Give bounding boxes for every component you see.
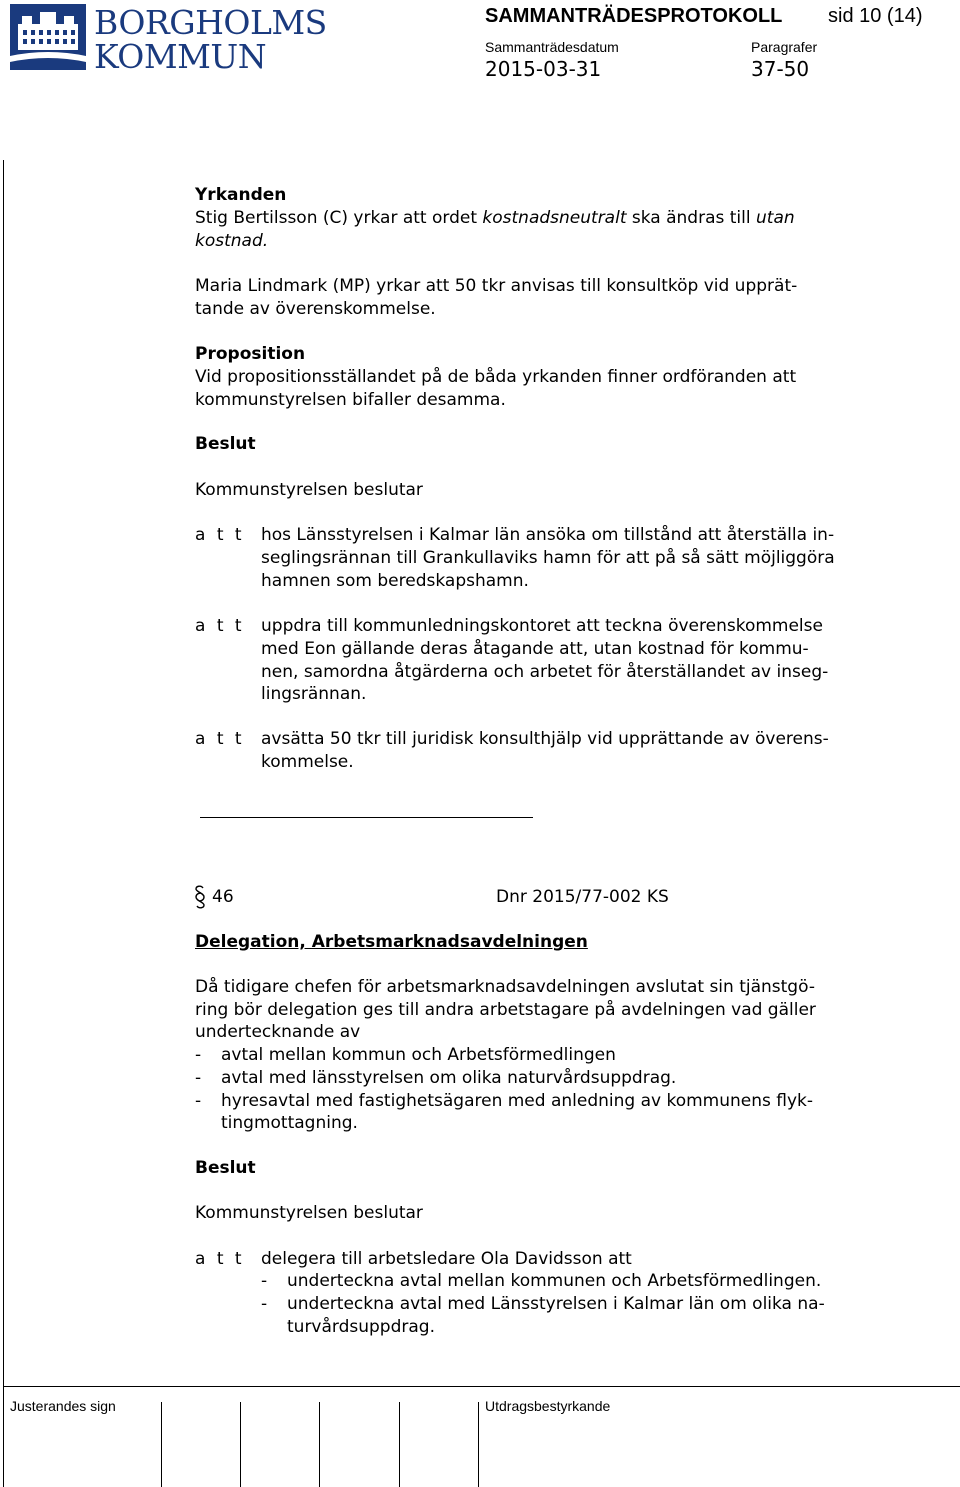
beslut-heading: Beslut — [195, 1158, 256, 1178]
list-dash: - — [195, 1045, 202, 1065]
att-1-line2: seglingsrännan till Grankullaviks hamn för att på så sätt möjliggöra — [261, 548, 835, 568]
beslut-heading: Beslut — [195, 434, 256, 454]
justerandes-sign-label: Justerandes sign — [10, 1398, 116, 1414]
yrkande-2-line1: Maria Lindmark (MP) yrkar att 50 tkr anvisas till konsultköp vid upprät- — [195, 276, 798, 296]
date-label: Sammanträdesdatum — [485, 39, 619, 55]
list-item-continued: tingmottagning. — [221, 1113, 358, 1133]
logo-text-line2: KOMMUN — [94, 37, 267, 76]
footer-divider — [3, 1386, 960, 1387]
signature-box-divider — [319, 1402, 320, 1487]
kommun-logo — [10, 3, 327, 76]
yrkande-1-line2: kostnad. — [195, 231, 269, 251]
yrkande-2-line2: tande av överenskommelse. — [195, 299, 436, 319]
att-label: a t t — [195, 729, 245, 749]
signature-box-divider — [478, 1402, 479, 1487]
signature-box-divider — [399, 1402, 400, 1487]
body-line3: undertecknande av — [195, 1022, 361, 1042]
att-2-line2: med Eon gällande deras åtagande att, utan kostnad för kommu- — [261, 639, 809, 659]
list-dash: - — [261, 1271, 268, 1291]
castle-emblem-icon — [10, 4, 86, 70]
beslut-intro: Kommunstyrelsen beslutar — [195, 1203, 423, 1223]
sub-item-continued: turvårdsuppdrag. — [287, 1317, 435, 1337]
proposition-line2: kommunstyrelsen bifaller desamma. — [195, 390, 506, 410]
att-2-line1: uppdra till kommunledningskontoret att teckna överenskommelse — [261, 616, 823, 636]
paragraph-value: 37-50 — [751, 57, 810, 81]
logo-text-line1: BORGHOLMS — [94, 3, 327, 42]
att-2-line3: nen, samordna åtgärderna och arbetet för återställandet av inseg- — [261, 662, 829, 682]
att-1-line3: hamnen som beredskapshamn. — [261, 571, 529, 591]
page-number: sid 10 (14) — [828, 5, 923, 27]
list-dash: - — [195, 1068, 202, 1088]
att-3-line2: kommelse. — [261, 752, 354, 772]
att-3-line1: avsätta 50 tkr till juridisk konsulthjälp vid upprättande av överens- — [261, 729, 829, 749]
yrkanden-heading: Yrkanden — [195, 185, 287, 205]
paragraph-label: Paragrafer — [751, 39, 818, 55]
signature-box-divider — [240, 1402, 241, 1487]
list-item: hyresavtal med fastighetsägaren med anledning av kommunens flyk- — [221, 1091, 814, 1111]
body-line2: ring bör delegation ges till andra arbetstagare på avdelningen vad gäller — [195, 1000, 816, 1020]
att-text: delegera till arbetsledare Ola Davidsson att — [261, 1249, 632, 1269]
att-label: a t t — [195, 525, 245, 545]
section-separator — [200, 817, 533, 818]
att-2-line4: lingsrännan. — [261, 684, 367, 704]
att-label: a t t — [195, 1249, 245, 1269]
list-dash: - — [195, 1091, 202, 1111]
diary-number: Dnr 2015/77-002 KS — [496, 887, 669, 907]
yrkande-1-line1: Stig Bertilsson (C) yrkar att ordet kostnadsneutralt ska ändras till utan — [195, 208, 795, 228]
sub-item: underteckna avtal mellan kommunen och Arbetsförmedlingen. — [287, 1271, 822, 1291]
paragraph-number: 46 — [212, 887, 234, 907]
document-title: SAMMANTRÄDESPROTOKOLL — [485, 5, 783, 27]
left-margin-line — [3, 160, 4, 1487]
utdragsbestyrkande-label: Utdragsbestyrkande — [485, 1398, 611, 1414]
list-item: avtal med länsstyrelsen om olika naturvårdsuppdrag. — [221, 1068, 677, 1088]
beslut-intro: Kommunstyrelsen beslutar — [195, 480, 423, 500]
att-label: a t t — [195, 616, 245, 636]
signature-box-divider — [161, 1402, 162, 1487]
paragraph-sign-icon — [194, 885, 206, 909]
date-value: 2015-03-31 — [485, 57, 602, 81]
section-title: Delegation, Arbetsmarknadsavdelningen — [195, 932, 588, 952]
proposition-line1: Vid propositionsställandet på de båda yrkanden finner ordföranden att — [195, 367, 797, 387]
body-line1: Då tidigare chefen för arbetsmarknadsavdelningen avslutat sin tjänstgö- — [195, 977, 815, 997]
proposition-heading: Proposition — [195, 344, 306, 364]
att-1-line1: hos Länsstyrelsen i Kalmar län ansöka om tillstånd att återställa in- — [261, 525, 835, 545]
list-item: avtal mellan kommun och Arbetsförmedlingen — [221, 1045, 616, 1065]
list-dash: - — [261, 1294, 268, 1314]
sub-item: underteckna avtal med Länsstyrelsen i Kalmar län om olika na- — [287, 1294, 825, 1314]
